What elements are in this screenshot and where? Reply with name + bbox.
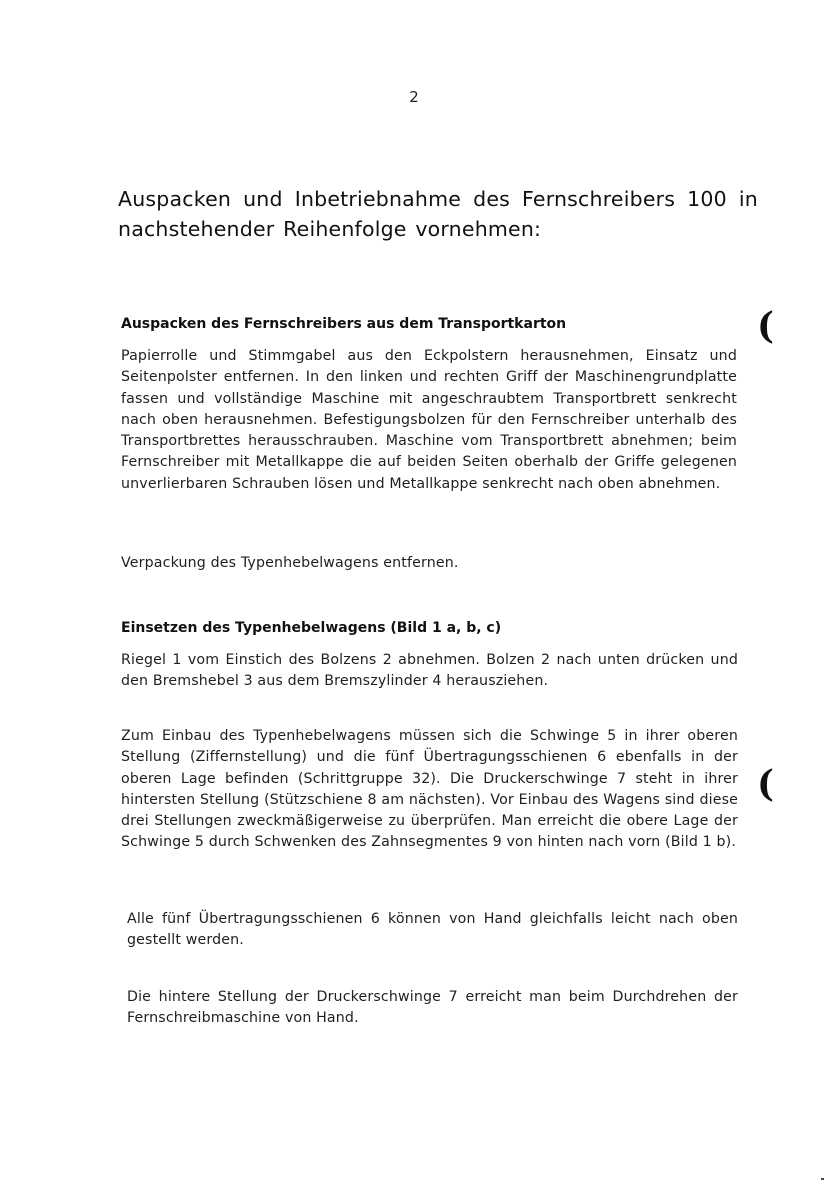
section-heading-auspacken: Auspacken des Fernschreibers aus dem Transportkarton bbox=[121, 316, 567, 332]
paragraph-einbau: Zum Einbau des Typenhebelwagens müssen sich die Schwinge 5 in ihrer oberen Stellung (Ziffernstellung) und die fünf Übertragungsschienen 6 ebenfalls in der oberen Lage befinden (Schrittgruppe 32). Die Druckerschwinge 7 steht in ihrer hintersten Stellung (Stützschiene 8 am nächsten). Vor Einbau des Wagens sind diese drei Stellungen zweckmäßigerweise zu überprüfen. Man erreicht die obere Lage der Schwinge 5 durch Schwenken des Zahnsegmentes 9 von hinten nach vorn (Bild 1 b). bbox=[121, 728, 738, 851]
paragraph-uebertragungsschienen: Alle fünf Übertragungsschienen 6 können von Hand gleichfalls leicht nach oben gestellt werden. bbox=[127, 911, 738, 949]
page-title: Auspacken und Inbetriebnahme des Fernschreibers 100 in nachstehender Reihenfolge vornehmen: bbox=[118, 187, 758, 241]
margin-bracket-mark: ( bbox=[757, 763, 775, 805]
paragraph-verpackung: Verpackung des Typenhebelwagens entfernen. bbox=[121, 555, 459, 571]
margin-bracket-mark: ( bbox=[757, 305, 775, 347]
paragraph-auspacken: Papierrolle und Stimmgabel aus den Eckpolstern herausnehmen, Einsatz und Seitenpolster entfernen. In den linken und rechten Griff der Maschinengrundplatte fassen und vollständige Maschine mit angeschraubtem Transportbrett senkrecht nach oben herausnehmen. Befestigungsbolzen für den Fernschreiber unterhalb des Transportbrettes herausschrauben. Maschine vom Transportbrett abnehmen; beim Fernschreiber mit Metallkappe die auf beiden Seiten oberhalb der Griffe gelegenen unverlierbaren Schrauben lösen und Metallkappe senkrecht nach oben abnehmen. bbox=[121, 348, 737, 492]
page-number: 2 bbox=[409, 88, 419, 106]
paragraph-riegel: Riegel 1 vom Einstich des Bolzens 2 abnehmen. Bolzen 2 nach unten drücken und den Bremshebel 3 aus dem Bremszylinder 4 herausziehen. bbox=[121, 652, 738, 690]
paragraph-druckerschwinge: Die hintere Stellung der Druckerschwinge 7 erreicht man beim Durchdrehen der Fernschreibmaschine von Hand. bbox=[127, 989, 738, 1027]
scan-artifact-dot bbox=[821, 1178, 824, 1180]
section-heading-einsetzen: Einsetzen des Typenhebelwagens (Bild 1 a, b, c) bbox=[121, 620, 502, 636]
